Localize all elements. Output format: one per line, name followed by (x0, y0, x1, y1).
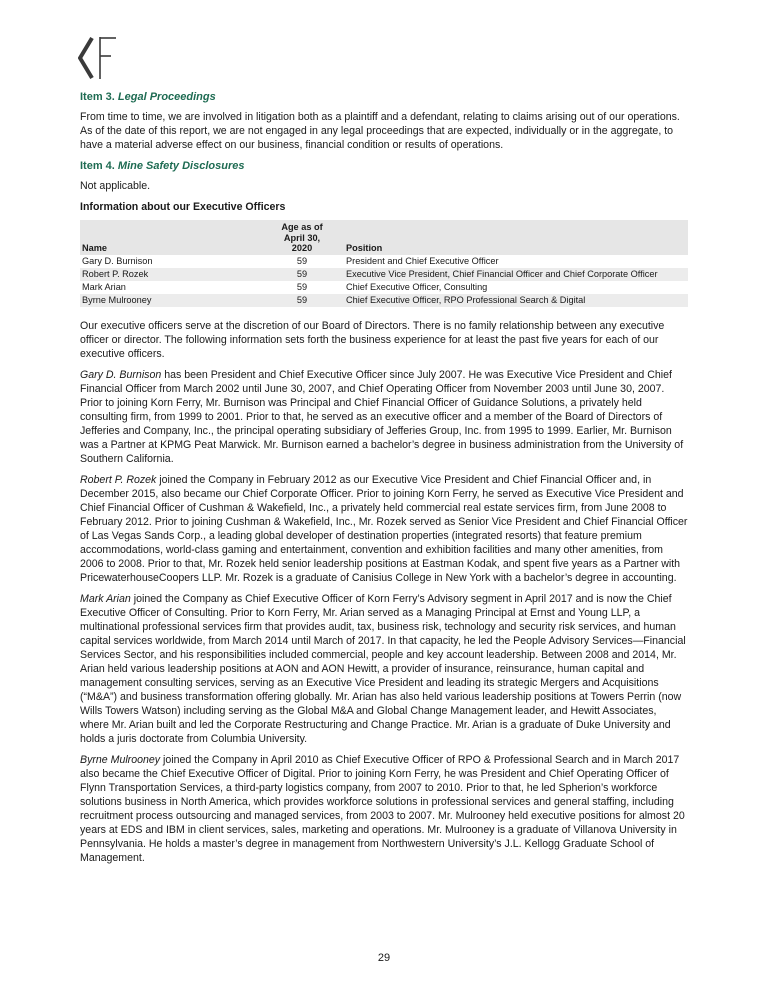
table-row (80, 268, 688, 281)
bio-mulrooney (80, 753, 688, 865)
bio-name: Byrne Mulrooney (80, 753, 161, 766)
bio-text: joined the Company in April 2010 as Chief Executive Officer of RPO & Professional Search and in March 2017 also became the Chief Executive Officer of Digital. Prior to joining Korn Ferry, he was President and Chief Operating Officer of Flynn Transportation Services, a third-party logistics company, from 2007 to 2010. Prior to that, he led Spherion’s workforce solutions business in North America, which provides workforce solutions in professional services and general staffing, including recruitment process outsourcing and managed services, from 2003 to 2007. Mr. Mulrooney held executive positions for almost 20 years at EDS and IBM in client services, sales, marketing and operations. Mr. Mulrooney is a graduate of Villanova University in Pennsylvania. He holds a master’s degree in management from Northwestern University’s J.L. Kellogg Graduate School of Management. (80, 753, 685, 864)
item3-heading (80, 90, 688, 104)
table-row (80, 255, 688, 268)
item4-heading (80, 159, 688, 173)
item4-number: Item 4. (80, 160, 115, 172)
kf-logo-icon (78, 36, 126, 80)
cell-position: Chief Executive Officer, Consulting (344, 281, 688, 294)
bio-name: Robert P. Rozek (80, 473, 157, 486)
item4-body: Not applicable. (80, 180, 151, 192)
bio-rozek (80, 473, 688, 585)
item4-title: Mine Safety Disclosures (117, 160, 245, 172)
bio-arian (80, 592, 688, 746)
cell-name: Robert P. Rozek (80, 268, 260, 281)
cell-age: 59 (260, 294, 344, 307)
bio-name: Gary D. Burnison (80, 368, 162, 381)
company-logo (78, 36, 126, 80)
header-name: Name (80, 220, 260, 255)
bio-text: joined the Company as Chief Executive Officer of Korn Ferry’s Advisory segment in April 2017 and is now the Chief Executive Officer of Consulting. Prior to Korn Ferry, Mr. Arian served as a Managing Principal at Ernst and Young LLP, a multinational professional services firm that provides audit, tax, business risk, technology and security risk services, and human capital services worldwide, from March 2014 until March of 2017. In that capacity, he led the People Advisory Services—Financial Services Sector, and his responsibilities included commercial, people and key account leadership. Between 2008 and 2014, Mr. Arian held various leadership positions at AON and AON Hewitt, a provider of insurance, reinsurance, human capital and management consulting services, serving as an Executive Vice President and leading its strategic Mergers and Acquisitions (“M&A”) and business transformation offering globally. Mr. Arian has also held various leadership positions at Towers Perrin (now Wills Towers Watson) including serving as the Global M&A and Global Change Management leader, and Hewitt Associates, where Mr. Arian built and led the Corporate Restructuring and Change Practice. Mr. Arian is a graduate of Duke University and holds a juris doctorate from Columbia University. (80, 592, 686, 745)
page-number: 29 (377, 952, 391, 964)
cell-age: 59 (260, 281, 344, 294)
page-content (80, 90, 688, 872)
table-header-row (80, 220, 688, 255)
exec-officers-heading: Information about our Executive Officers (80, 201, 286, 213)
cell-position: Chief Executive Officer, RPO Professional Search & Digital (344, 294, 688, 307)
header-position: Position (344, 220, 688, 255)
bio-text: has been President and Chief Executive Officer since July 2007. He was Executive Vice President and Chief Financial Officer from March 2002 until June 30, 2007, and Chief Operating Officer from November 2003 until June 30, 2007. Prior to joining Korn Ferry, Mr. Burnison was Principal and Chief Financial Officer of Guidance Solutions, a privately held consulting firm, from 1999 to 2001. Prior to that, he served as an executive officer and a member of the Board of Directors of Jefferies and Company, Inc., the principal operating subsidiary of Jefferies Group, Inc. from 1995 to 1999. Earlier, Mr. Burnison was a Partner at KPMG Peat Marwick. Mr. Burnison earned a bachelor’s degree in business administration from the University of Southern California. (80, 368, 684, 465)
cell-position: President and Chief Executive Officer (344, 255, 688, 268)
header-age-line1: Age as of (281, 222, 323, 232)
cell-name: Gary D. Burnison (80, 255, 260, 268)
header-age (260, 220, 344, 255)
item3-title: Legal Proceedings (117, 91, 216, 103)
exec-officers-table (80, 220, 688, 307)
table-row (80, 294, 688, 307)
cell-name: Mark Arian (80, 281, 260, 294)
item3-body: From time to time, we are involved in litigation both as a plaintiff and a defendant, relating to claims arising out of our operations. As of the date of this report, we are not engaged in any legal proceedings that are expected, individually or in the aggregate, to have a material adverse effect on our business, financial condition or results of operations. (80, 111, 680, 151)
bio-name: Mark Arian (80, 592, 131, 605)
exec-officers-intro: Our executive officers serve at the discretion of our Board of Directors. There is no family relationship between any executive officer or director. The following information sets forth the business experience for at least the past five years for each of our executive officers. (80, 319, 665, 360)
bio-burnison (80, 368, 688, 466)
table-row (80, 281, 688, 294)
cell-name: Byrne Mulrooney (80, 294, 260, 307)
cell-age: 59 (260, 255, 344, 268)
cell-age: 59 (260, 268, 344, 281)
header-age-line2: April 30, (283, 232, 321, 243)
item3-number: Item 3. (80, 91, 115, 103)
bio-text: joined the Company in February 2012 as our Executive Vice President and Chief Financial Officer and, in December 2015, also became our Chief Corporate Officer. Prior to joining Korn Ferry, he served as Executive Vice President and Chief Financial Officer of Cushman & Wakefield, Inc., a privately held commercial real estate services firm, from June 2008 to February 2012. Prior to joining Cushman & Wakefield, Inc., Mr. Rozek served as Senior Vice President and Chief Financial Officer of Las Vegas Sands Corp., a leading global developer of destination properties (integrated resorts) that feature premium accommodations, world-class gaming and entertainment, convention and exhibition facilities and many other amenities, from 2006 to 2008. Prior to that, Mr. Rozek held senior leadership positions at Eastman Kodak, and spent five years as a Partner with PricewaterhouseCoopers LLP. Mr. Rozek is a graduate of Canisius College in New York with a bachelor’s degree in accounting. (80, 473, 688, 584)
header-age-line3: 2020 (291, 243, 313, 253)
cell-position: Executive Vice President, Chief Financial Officer and Chief Corporate Officer (344, 268, 688, 281)
